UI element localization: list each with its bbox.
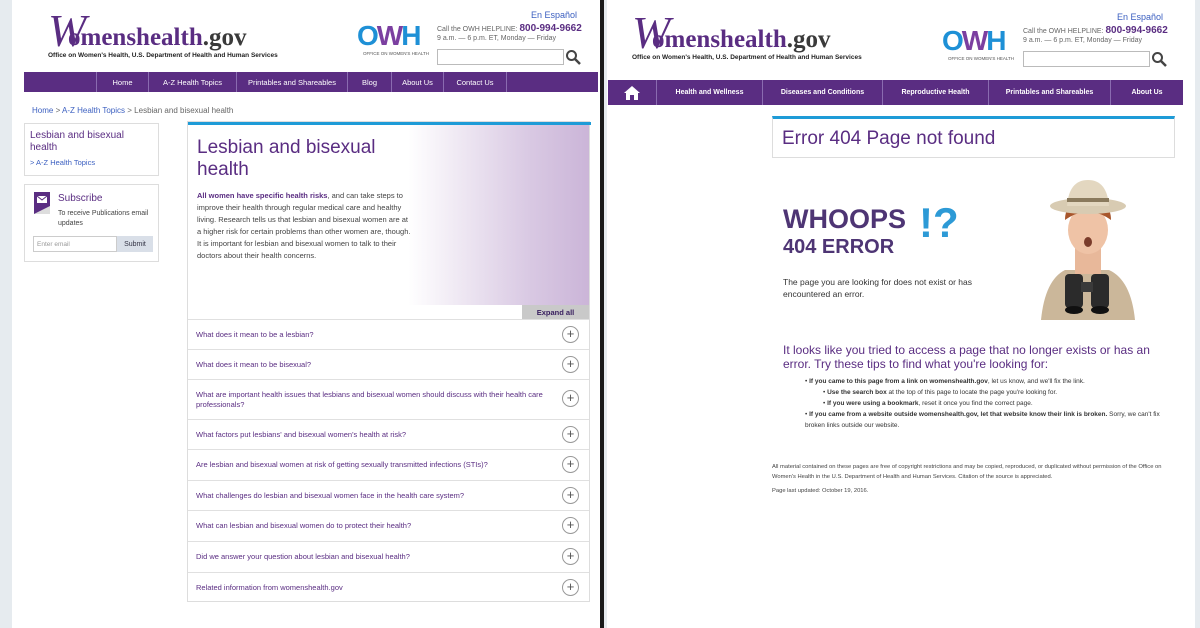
helpline-hours: 9 a.m. — 6 p.m. ET, Monday — Friday bbox=[1023, 37, 1143, 44]
screenshot-divider bbox=[600, 0, 604, 628]
nav-health-wellness[interactable]: Health and Wellness bbox=[656, 80, 762, 105]
womenshealth-logo[interactable]: W omenshealth.gov Office on Women's Health, U.S. Department of Health and Human Services bbox=[632, 7, 862, 61]
tips-title: It looks like you tried to access a page that no longer exists or has an error. Try these tips to find what you're looking for: bbox=[783, 343, 1150, 371]
helpline-hours: 9 a.m. — 6 p.m. ET, Monday — Friday bbox=[437, 35, 557, 42]
expand-all-button[interactable]: Expand all bbox=[522, 305, 589, 319]
plus-icon[interactable]: + bbox=[562, 487, 579, 504]
subscribe-box bbox=[24, 184, 159, 262]
error-title: Error 404 Page not found bbox=[782, 128, 996, 149]
owh-logo[interactable]: OWH OFFICE ON WOMEN'S HEALTH bbox=[942, 25, 1015, 61]
accordion-item[interactable]: Are lesbian and bisexual women at risk of getting sexually transmitted infections (STIs)? + bbox=[188, 449, 589, 480]
womenshealth-logo[interactable] bbox=[48, 5, 278, 62]
breadcrumb-topics[interactable]: A-Z Health Topics bbox=[62, 106, 126, 115]
email-input[interactable]: Enter email bbox=[33, 236, 117, 252]
helpline: Call the OWH HELPLINE: 800-994-9662 bbox=[1023, 25, 1168, 36]
search-input[interactable] bbox=[437, 49, 564, 65]
accordion-item[interactable]: What are important health issues that lesbians and bisexual women should discuss with their health care professionals? + bbox=[188, 379, 589, 419]
home-icon[interactable] bbox=[608, 80, 656, 105]
content-panel bbox=[187, 121, 590, 602]
tip-item: • If you came from a website outside womenshealth.gov, let that website know their link is broken. Sorry, we can't fix broken links outside our website. bbox=[805, 411, 1160, 429]
breadcrumb-home[interactable]: Home bbox=[32, 106, 54, 115]
owh-logo[interactable]: OWH OFFICE ON WOMEN'S HEALTH bbox=[357, 20, 430, 56]
espanol-link[interactable]: En Español bbox=[1117, 12, 1164, 22]
logo-w: W bbox=[48, 5, 87, 56]
error-title-box bbox=[772, 116, 1175, 158]
plus-icon[interactable]: + bbox=[562, 356, 579, 373]
nav-printables[interactable]: Printables and Shareables bbox=[988, 80, 1110, 105]
nav-about[interactable]: About Us bbox=[1110, 80, 1183, 105]
intro-text: All women have specific health risks, and can take steps to improve their health through regular medical care and healthy living. Research tells us that lesbian and bisexual women are at a higher risk for certain problems than other women are, though. It is important for lesbian and bisexual women to talk to their doctors about their health concerns. bbox=[197, 191, 411, 260]
helpline: Call the OWH HELPLINE: 800-994-9662 bbox=[437, 23, 582, 34]
error-content bbox=[607, 105, 1195, 628]
woman-with-binoculars-image bbox=[1027, 170, 1147, 330]
plus-icon[interactable]: + bbox=[562, 390, 579, 407]
plus-icon[interactable]: + bbox=[562, 326, 579, 343]
plus-icon[interactable]: + bbox=[562, 426, 579, 443]
last-updated: Page last updated: October 19, 2016. bbox=[772, 488, 869, 494]
plus-icon[interactable]: + bbox=[562, 456, 579, 473]
error-label: 404 ERROR bbox=[783, 236, 895, 258]
plus-icon[interactable]: + bbox=[562, 517, 579, 534]
search-icon[interactable] bbox=[565, 49, 581, 65]
submit-button[interactable]: Submit bbox=[117, 236, 153, 252]
whoops-heading: WHOOPS bbox=[783, 204, 907, 234]
breadcrumb-current: Lesbian and bisexual health bbox=[134, 106, 234, 115]
envelope-icon bbox=[34, 192, 50, 214]
sidebar-title[interactable]: Lesbian and bisexual health bbox=[30, 130, 124, 153]
accordion-item[interactable]: Related information from womenshealth.gov + bbox=[188, 572, 589, 602]
tip-item: • If you came to this page from a link on womenshealth.gov, let us know, and we'll fix the link. bbox=[805, 378, 1085, 385]
accordion-item[interactable]: What challenges do lesbian and bisexual women face in the health care system? + bbox=[188, 480, 589, 510]
logo-subtitle: Office on Women's Health, U.S. Department of Health and Human Services bbox=[48, 52, 278, 59]
accordion-item[interactable]: Did we answer your question about lesbian and bisexual health? + bbox=[188, 541, 589, 572]
left-screenshot-panel bbox=[12, 0, 600, 628]
sidebar-link-az[interactable]: > A-Z Health Topics bbox=[30, 158, 96, 167]
footer bbox=[772, 462, 1177, 496]
accordion-item[interactable]: What factors put lesbians' and bisexual women's health at risk? + bbox=[188, 419, 589, 449]
hero-section bbox=[188, 125, 589, 305]
tip-item: • Use the search box at the top of this page to locate the page you're looking for. bbox=[823, 389, 1058, 396]
logo-title: omenshealth.gov bbox=[68, 24, 247, 51]
tip-item: • If you were using a bookmark, reset it once you find the correct page. bbox=[823, 400, 1033, 407]
plus-icon[interactable]: + bbox=[562, 548, 579, 565]
accordion-item[interactable]: What can lesbian and bisexual women do to protect their health? + bbox=[188, 510, 589, 541]
footer-copyright: All material contained on these pages are free of copyright restrictions and may be copied, reproduced, or duplicated without permission of the Office on Women's Health in the U.S. Department of Health and Human Services. Citation of the source is appreciated. bbox=[772, 464, 1162, 480]
breadcrumb: Home > A-Z Health Topics > Lesbian and bisexual health bbox=[32, 106, 234, 115]
accordion-item[interactable]: What does it mean to be bisexual? + bbox=[188, 349, 589, 379]
main-nav bbox=[24, 72, 598, 92]
nav-az-topics[interactable]: A-Z Health Topics bbox=[148, 72, 236, 92]
page-title: Lesbian and bisexual health bbox=[197, 137, 376, 180]
espanol-link[interactable]: En Español bbox=[531, 10, 578, 20]
search-input[interactable] bbox=[1023, 51, 1150, 67]
tips-list bbox=[783, 376, 1168, 431]
main-nav-2 bbox=[608, 80, 1183, 105]
search-icon[interactable] bbox=[1151, 51, 1167, 67]
nav-about[interactable]: About Us bbox=[391, 72, 443, 92]
nav-home[interactable]: Home bbox=[96, 72, 148, 92]
nav-blog[interactable]: Blog bbox=[347, 72, 391, 92]
subscribe-title: Subscribe bbox=[58, 193, 103, 204]
nav-reproductive[interactable]: Reproductive Health bbox=[882, 80, 988, 105]
sidebar-nav bbox=[24, 123, 159, 176]
plus-icon[interactable]: + bbox=[562, 579, 579, 596]
not-found-text: The page you are looking for does not exist or has encountered an error. bbox=[783, 277, 973, 299]
accordion-item[interactable]: What does it mean to be a lesbian? + bbox=[188, 319, 589, 349]
subscribe-text: To receive Publications email updates bbox=[58, 210, 149, 227]
nav-contact[interactable]: Contact Us bbox=[443, 72, 506, 92]
exclaim-question-mark: !? bbox=[919, 199, 959, 246]
nav-diseases[interactable]: Diseases and Conditions bbox=[762, 80, 882, 105]
nav-printables[interactable]: Printables and Shareables bbox=[236, 72, 347, 92]
